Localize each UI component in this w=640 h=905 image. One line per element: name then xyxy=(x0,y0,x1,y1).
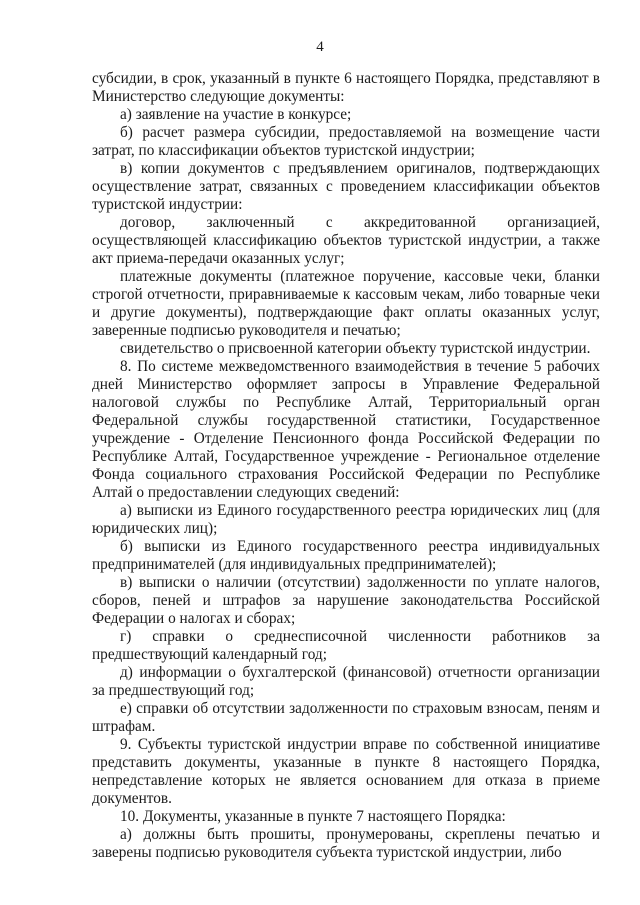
clause-8-item-e: е) справки об отсутствии задолженности по страховым взносам, пеням и штрафам. xyxy=(92,700,600,735)
clause-8: 8. По системе межведомственного взаимодействия в течение 5 рабочих дней Министерство оформляет запросы в Управление Федеральной налоговой службы по Республике Алтай, Территориальный орган Федеральной службы государственной статистики, Государственное учреждение - Отделение Пенсионного фонда Российской Федерации по Республике Алтай, Государственное учреждение - Региональное отделение Фонда социального страхования Российской Федерации по Республике Алтай о предоставлении следующих сведений: xyxy=(92,358,600,501)
sub-item-certificate: свидетельство о присвоенной категории объекту туристской индустрии. xyxy=(120,340,591,357)
list-item-v-copies: в) копии документов с предъявлением оригиналов, подтверждающих осуществление затрат, связанных с проведением классификации объектов туристской индустрии: xyxy=(92,160,600,213)
clause-8-item-v: в) выписки о наличии (отсутствии) задолженности по уплате налогов, сборов, пеней и штрафов за нарушение законодательства Российской Федерации о налогах и сборах; xyxy=(92,574,600,627)
clause-10: 10. Документы, указанные в пункте 7 настоящего Порядка: xyxy=(120,808,506,825)
clause-10-item-a: а) должны быть прошиты, пронумерованы, скреплены печатью и заверены подписью руководителя субъекта туристской индустрии, либо xyxy=(92,826,600,861)
list-item-a-application: а) заявление на участие в конкурсе; xyxy=(120,106,352,123)
paragraph-continuation: субсидии, в срок, указанный в пункте 6 настоящего Порядка, представляют в Министерство следующие документы: xyxy=(92,70,600,105)
clause-8-item-g: г) справки о среднесписочной численности работников за предшествующий календарный год; xyxy=(92,628,600,663)
sub-item-contract: договор, заключенный с аккредитованной организацией, осуществляющей классификацию объектов туристской индустрии, а также акт приема-передачи оказанных услуг; xyxy=(92,214,600,267)
clause-8-item-b: б) выписки из Единого государственного реестра индивидуальных предпринимателей (для индивидуальных предпринимателей); xyxy=(92,538,600,573)
clause-8-item-a: а) выписки из Единого государственного реестра юридических лиц (для юридических лиц); xyxy=(92,502,600,537)
document-body xyxy=(92,70,600,862)
clause-8-item-d: д) информации о бухгалтерской (финансовой) отчетности организации за предшествующий год; xyxy=(92,664,600,699)
clause-9: 9. Субъекты туристской индустрии вправе по собственной инициативе представить документы, указанные в пункте 8 настоящего Порядка, непредставление которых не является основанием для отказа в приеме документов. xyxy=(92,736,600,807)
sub-item-payment-documents: платежные документы (платежное поручение, кассовые чеки, бланки строгой отчетности, приравниваемые к кассовым чекам, либо товарные чеки и другие документы), подтверждающие факт оплаты оказанных услуг, заверенные подписью руководителя и печатью; xyxy=(92,268,600,339)
list-item-b-calculation: б) расчет размера субсидии, предоставляемой на возмещение части затрат, по классификации объектов туристской индустрии; xyxy=(92,124,600,159)
page-number: 4 xyxy=(316,39,324,55)
